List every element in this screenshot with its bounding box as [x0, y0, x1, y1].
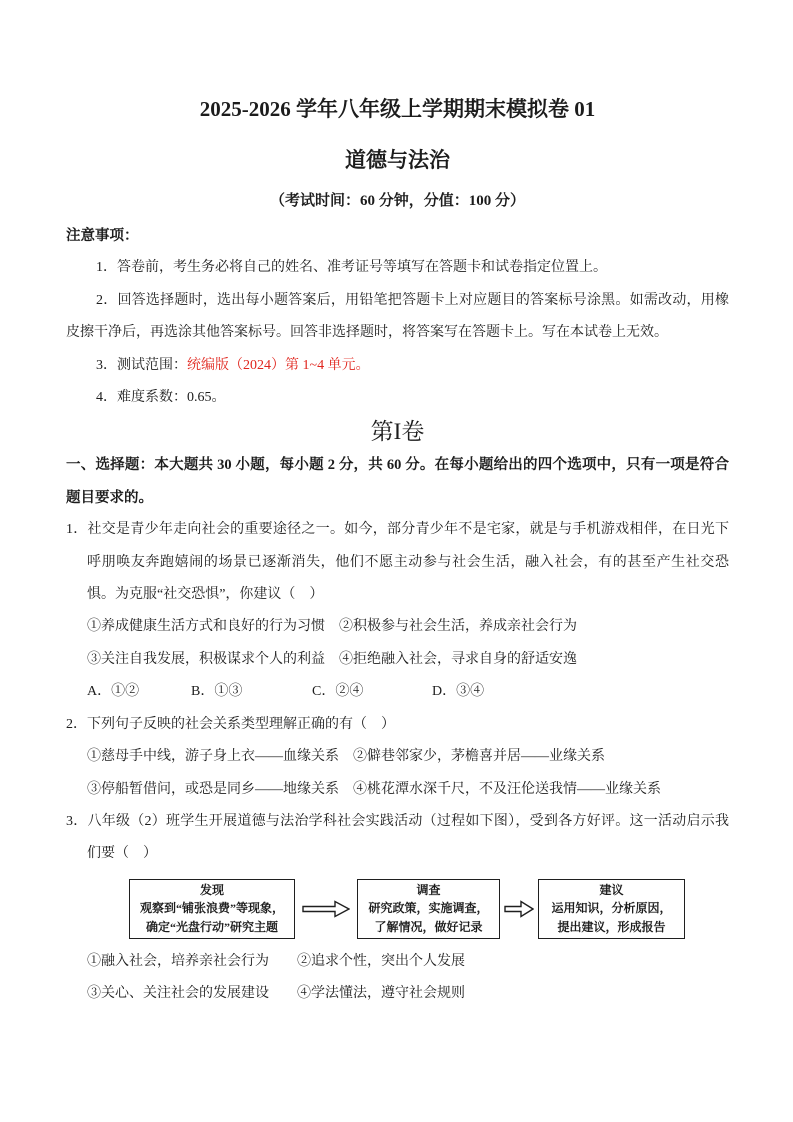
question-2-statements-row-2: ③停船暂借问，或恐是同乡——地缘关系 ④桃花潭水深千尺，不及汪伦送我情——业缘关系 — [87, 781, 661, 797]
question-3 — [66, 806, 729, 1011]
question-1-statements-row-1: ①养成健康生活方式和良好的行为习惯 ②积极参与社会生活，养成亲社会行为 — [87, 619, 577, 635]
question-2-statements-row-1: ①慈母手中线，游子身上衣——血缘关系 ②僻巷邻家少，茅檐喜并居——业缘关系 — [87, 749, 605, 765]
question-1-stem: 1．社交是青少年走向社会的重要途径之一。如今，部分青少年不是宅家，就是与手机游戏相伴，在日光下呼朋唤友奔跑嬉闹的场景已逐渐消失，他们不愿主动参与社会生活，融入社会，有的甚至产生社交恐惧。为克服“社交恐惧”，你建议（ ） — [66, 522, 729, 603]
question-1-statements-row-2: ③关注自我发展，积极谋求个人的利益 ④拒绝融入社会，寻求自身的舒适安逸 — [87, 651, 577, 667]
flow-box-suggest-title: 建议 — [599, 882, 624, 897]
question-1 — [66, 514, 729, 708]
notice-item-3-test-scope: 统编版（2024）第 1~4 单元。 — [187, 357, 370, 373]
notices-section — [66, 220, 729, 414]
activity-flowchart — [129, 878, 729, 940]
exam-subject-title: 道德与法治 — [345, 148, 450, 172]
section1-intro: 一、选择题：本大题共 30 小题，每小题 2 分，共 60 分。在每小题给出的四个选项中，只有一项是符合题目要求的。 — [66, 457, 729, 506]
question-3-statements-row-1: ①融入社会，培养亲社会行为 ②追求个性，突出个人发展 — [87, 953, 465, 969]
notice-item-2: 2．回答选择题时，选出每小题答案后，用铅笔把答题卡上对应题目的答案标号涂黑。如需改动，用橡皮擦干净后，再选涂其他答案标号。回答非选择题时，将答案写在答题卡上。写在本试卷上无效。 — [66, 292, 729, 341]
exam-title: 2025-2026 学年八年级上学期期末模拟卷 01 — [199, 97, 596, 121]
exam-time-score-line: （考试时间：60 分钟，分值：100 分） — [269, 193, 525, 209]
question-2-stem: 2．下列句子反映的社会关系类型理解正确的有（ ） — [66, 716, 395, 732]
question-1-option-b: B．①③ — [191, 684, 243, 700]
notices-heading: 注意事项： — [66, 228, 139, 244]
flow-box-investigate-line-2: 了解情况，做好记录 — [374, 919, 483, 934]
flow-box-suggest-line-2: 提出建议，形成报告 — [557, 919, 666, 934]
flow-arrow-icon — [500, 900, 538, 918]
flow-box-discover-line-1: 观察到“铺张浪费”等现象， — [139, 901, 284, 916]
question-1-option-d: D．③④ — [432, 684, 485, 700]
flow-box-discover-line-2: 确定“光盘行动”研究主题 — [145, 919, 278, 934]
question-1-option-c: C．②④ — [312, 684, 364, 700]
question-3-stem: 3．八年级（2）班学生开展道德与法治学科社会实践活动（过程如下图），受到各方好评。这一活动启示我们要（ ） — [66, 813, 729, 862]
notice-item-3-prefix: 3．测试范围： — [96, 357, 187, 373]
flow-box-suggest-line-1: 运用知识，分析原因， — [551, 901, 672, 916]
flow-box-suggest — [538, 879, 685, 939]
notice-item-4: 4．难度系数：0.65。 — [96, 390, 226, 406]
question-1-option-a: A．①② — [87, 684, 140, 700]
notice-item-3 — [66, 350, 729, 382]
flow-box-discover-title: 发现 — [199, 882, 224, 897]
flow-box-discover — [129, 879, 295, 939]
flow-box-investigate-line-1: 研究政策，实施调查， — [368, 901, 489, 916]
question-2 — [66, 709, 729, 806]
question-3-statements-row-2: ③关心、关注社会的发展建设 ④学法懂法，遵守社会规则 — [87, 986, 465, 1002]
notice-item-1: 1．答卷前，考生务必将自己的姓名、准考证号等填写在答题卡和试卷指定位置上。 — [96, 260, 607, 276]
flow-arrow-icon — [295, 900, 357, 918]
flow-box-investigate-title: 调查 — [416, 882, 441, 897]
part1-title: 第I卷 — [370, 419, 425, 445]
question-1-answer-options — [66, 676, 729, 708]
exam-header — [66, 94, 729, 213]
flow-box-investigate — [357, 879, 500, 939]
